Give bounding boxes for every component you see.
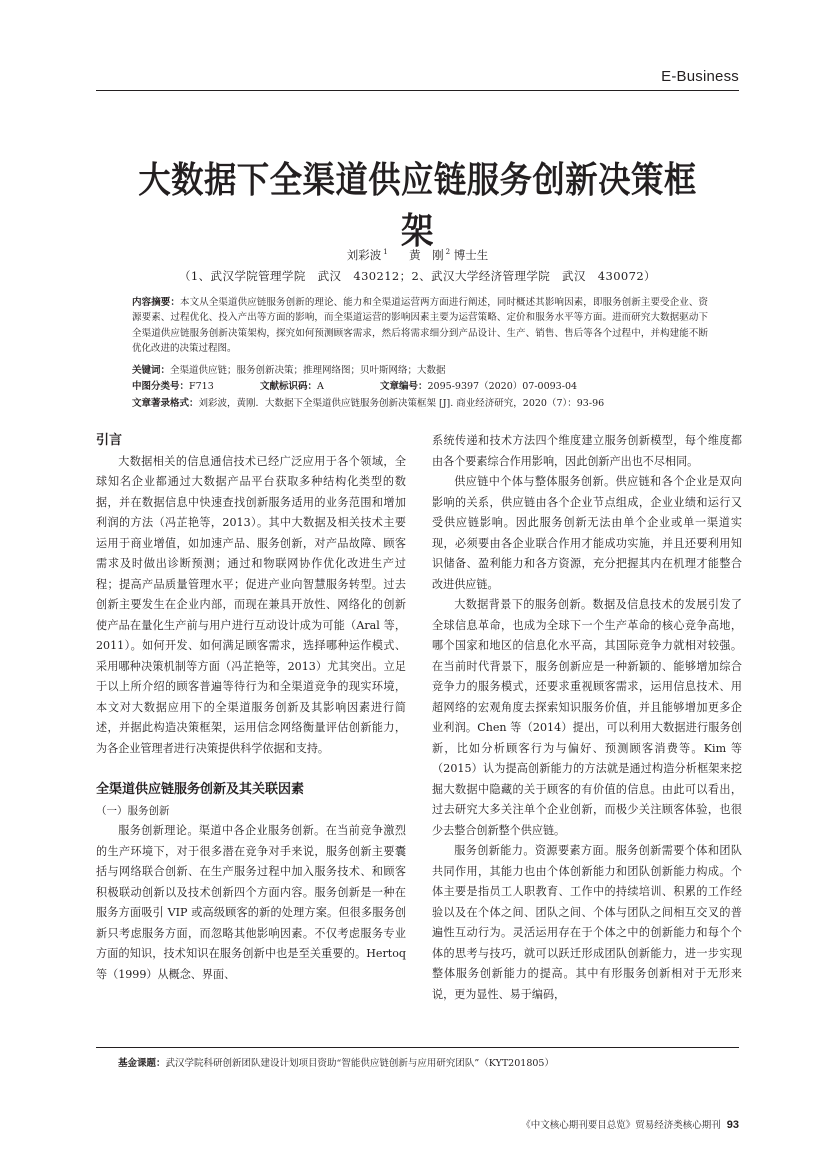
footnote-rule (96, 1047, 739, 1048)
funding-label: 基金课题： (118, 1058, 166, 1069)
body-paragraph: 服务创新能力。资源要素方面。服务创新需要个体和团队共同作用，其能力也由个体创新能力和团队创新能力构成。个体主要是指员工人职教育、工作中的持续培训、积累的工作经验以及在个体之间、团队之间、个体与团队之间相互交叉的普遍性互动行为。灵活运用存在于个体之中的创新能力和每个个体的思考与技巧，就可以跃迁形成团队创新能力，进一步实现整体服务创新能力的提高。其中有形服务创新相对于无形来说，更为显性、易于编码， (432, 844, 742, 1001)
body-paragraph: 服务创新理论。渠道中各企业服务创新。在当前竞争激烈的生产环境下，对于很多潜在竞争对手来说，服务创新主要囊括与网络联合创新、在生产服务过程中加入服务技术、和顾客积极联动创新以及技术创新四个方面内容。服务创新是一种在服务方面吸引 VIP 或高级顾客的新的处理方案。但很多服务创新只考虑服务方面，而忽略其他影响因素。不仅考虑服务专业方面的知识，技术知识在服务创新中也是至关重要的。Hertoq 等（1999）从概念、界面、 (96, 824, 406, 981)
right-column (432, 431, 742, 1005)
funding-note (118, 1055, 738, 1069)
body-paragraph: 供应链中个体与整体服务创新。供应链和各个企业是双向影响的关系，供应链由各个企业节点组成，企业业绩和运行又受供应链影响。因此服务创新无法由单个企业或单一渠道实现，必须要由各企业联合作用才能成功实施，并且还要利用知识储备、盈利能力和各方资源，充分把握其内在机理才能整合改进供应链。 (432, 475, 742, 591)
citation-label: 文章著录格式： (132, 398, 199, 409)
keywords-label: 关键词： (132, 365, 171, 376)
author-1-affil: 1 (383, 248, 388, 257)
header-rule (96, 90, 739, 91)
intro-heading: 引言 (96, 433, 123, 448)
affiliations: （1、武汉学院管理学院 武汉 430212；2、武汉大学经济管理学院 武汉 430072） (179, 269, 656, 283)
author-2-affil: 2 (445, 248, 451, 257)
page-footer (521, 1117, 739, 1131)
section-tag: E-Business (661, 68, 739, 85)
journal-note: 《中文核心期刊要目总览》贸易经济类核心期刊 (521, 1120, 721, 1131)
author-2-role: 博士生 (453, 248, 489, 262)
body-paragraph: 大数据背景下的服务创新。数据及信息技术的发展引发了全球信息革命，也成为全球下一个生产革命的核心竞争高地，哪个国家和地区的信息化水平高，其国际竞争力就相对较强。在当前时代背景下，服务创新应是一种新颖的、能够增加综合竞争力的服务模式，还要求重视顾客需求，运用信息技术、用超网络的宏观角度去探索知识服务价值，并且能够增加更多企业利润。Chen 等（2014）提出，可以利用大数据进行服务创新，比如分析顾客行为与偏好、预测顾客消费等。Kim 等（2015）认为提高创新能力的方法就是通过构造分析框架来挖掘大数据中隐藏的关于顾客的有价值的信息。由此可以看出，过去研究大多关注单个企业创新，而极少关注顾客体验，也很少去整合创新整个供应链。 (432, 598, 742, 837)
page-number: 93 (726, 1119, 739, 1131)
subsection-heading: （一）服务创新 (96, 804, 170, 817)
clc-value: F713 (189, 381, 214, 392)
citation-format (132, 396, 708, 411)
abstract-text: 本文从全渠道供应链服务创新的理论、能力和全渠道运营两方面进行阐述，同时概述其影响因素，即服务创新主要受企业、资源要素、过程优化、投入产出等方面的影响，而全渠道运营的影响因素主要为运营策略、定价和服务水平等方面。进而研究大数据驱动下全渠道供应链服务创新决策架构，探究如何预测顾客需求，然后将需求细分到产品设计、生产、销售、售后等各个过程中，并构建能不断优化改进的决策过程图。 (132, 297, 708, 355)
intro-paragraph: 大数据相关的信息通信技术已经广泛应用于各个领域，全球知名企业都通过大数据产品平台获取多种结构化类型的数据，并在数据信息中快速查找创新服务适用的业务范围和增加利润的方法（冯芷艳等，2013）。其中大数据及相关技术主要运用于商业增值，如加速产品、服务创新，对产品故障、顾客需求及时做出诊断预测；通过和物联网协作优化改进生产过程；提高产品质量管理水平；促进产业向智慧服务转型。过去创新主要发生在企业内部，而现在兼具开放性、网络化的创新使产品在量化生产前与用户进行互动设计成为可能（Aral 等，2011）。如何开发、如何满足顾客需求，选择哪种运作模式、采用哪种决策机制等方面（冯芷艳等，2013）尤其突出。立足于以上所介绍的顾客普遍等待行为和全渠道竞争的现实环境，本文对大数据应用下的全渠道服务创新及其影响因素进行简述，并据此构造决策框架，运用信念网络衡量评估创新能力，为各企业管理者进行决策提供科学依据和支持。 (96, 454, 406, 755)
keywords-text: 全渠道供应链；服务创新决策；推理网络图；贝叶斯网络；大数据 (170, 365, 446, 376)
paper-title: 大数据下全渠道供应链服务创新决策框架 (138, 160, 697, 252)
left-column (96, 431, 406, 985)
citation-text: 刘彩波，黄刚．大数据下全渠道供应链服务创新决策框架 [J]. 商业经济研究，2020（7）：93-96 (198, 398, 605, 409)
section-heading: 全渠道供应链服务创新及其关联因素 (96, 782, 305, 797)
article-no-label: 文章编号： (380, 381, 428, 392)
author-2: 黄 刚 (409, 248, 444, 262)
body-paragraph-continued: 系统传递和技术方法四个维度建立服务创新模型，每个维度都由各个要素综合作用影响，因此创新产出也不尽相同。 (432, 434, 742, 468)
author-line (96, 247, 739, 263)
classification-line (132, 379, 708, 394)
keywords (132, 363, 708, 378)
author-1: 刘彩波 (346, 248, 382, 262)
abstract-label: 内容摘要： (132, 297, 181, 308)
article-no-value: 2095-9397（2020）07-0093-04 (427, 381, 578, 392)
abstract (132, 295, 708, 357)
clc-label: 中图分类号： (132, 381, 190, 392)
doc-code-value: A (317, 381, 324, 392)
doc-code-label: 文献标识码： (260, 381, 318, 392)
funding-text: 武汉学院科研创新团队建设计划项目资助“智能供应链创新与应用研究团队”（KYT201805） (165, 1058, 554, 1069)
